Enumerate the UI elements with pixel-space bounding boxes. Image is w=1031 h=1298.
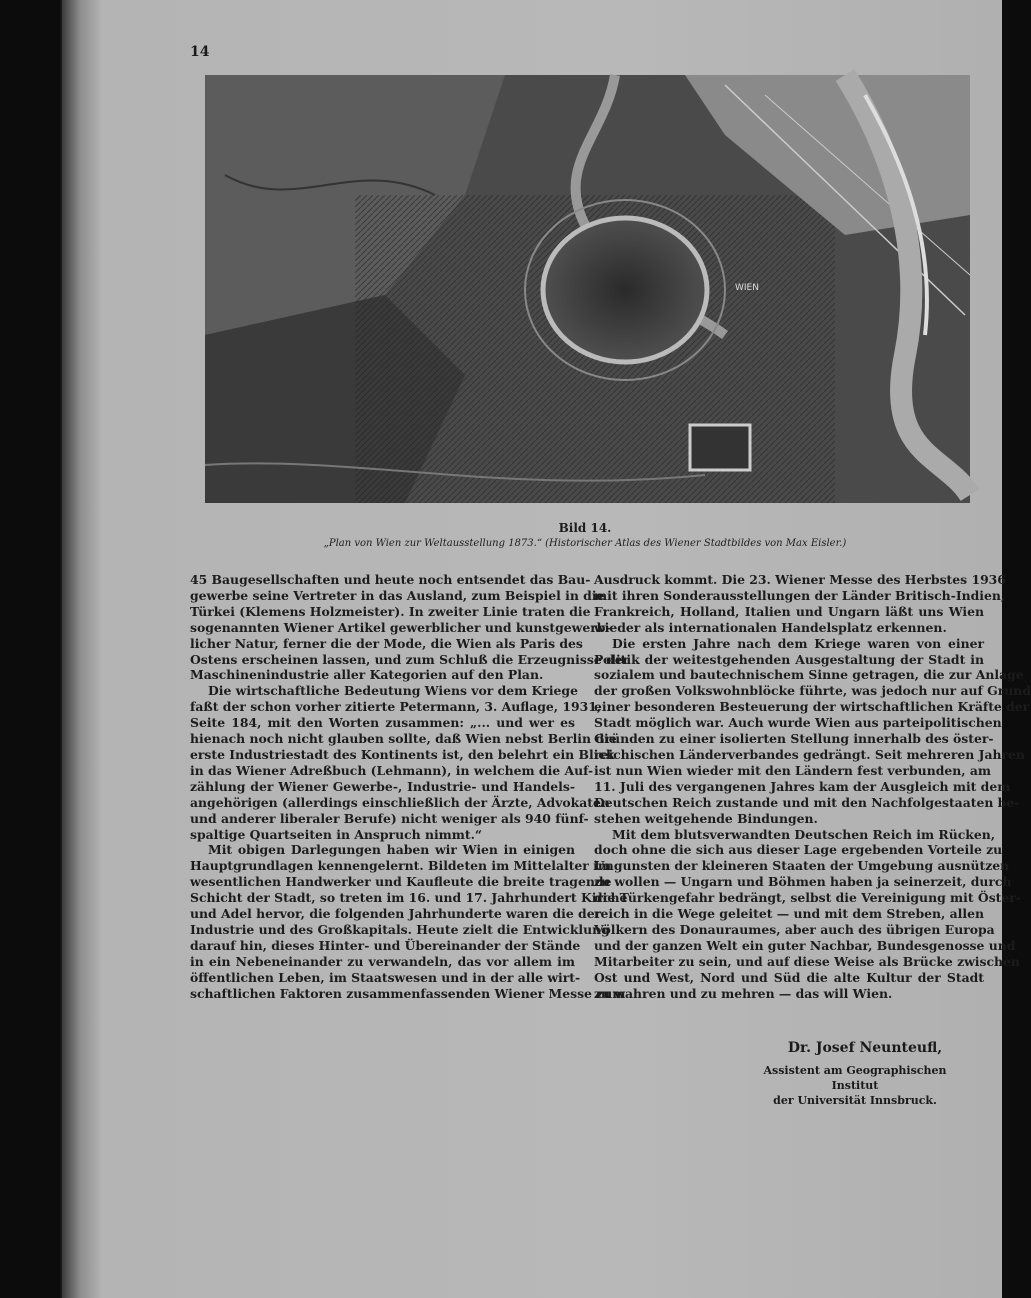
text-line: in ein Nebeneinander zu verwandeln, das vor allem im bbox=[190, 953, 575, 969]
text-line: Frankreich, Holland, Italien und Ungarn läßt uns Wien bbox=[594, 603, 984, 619]
text-line: 45 Baugesellschaften und heute noch entsendet das Bau- bbox=[190, 572, 591, 587]
text-line: Ausdruck kommt. Die 23. Wiener Messe des Herbstes 1936 bbox=[594, 572, 1006, 587]
text-line: reich in die Wege geleitet — und mit dem Streben, allen bbox=[594, 906, 984, 922]
text-line: der großen Volkswohnblöcke führte, was jedoch nur auf Grund bbox=[594, 683, 1031, 699]
text-line: doch ohne die sich aus dieser Lage ergebenden Vorteile zu bbox=[594, 842, 1003, 858]
text-line: Mit dem blutsverwandten Deutschen Reich im Rücken, bbox=[612, 826, 996, 842]
text-column-left bbox=[190, 572, 630, 1001]
text-line: Maschinenindustrie aller Kategorien auf den Plan. bbox=[190, 667, 544, 683]
text-line: Ungunsten der kleineren Staaten der Umgebung ausnützen bbox=[594, 858, 1010, 874]
text-line: zu wahren und zu mehren — das will Wien. bbox=[594, 985, 893, 1001]
author-name: Dr. Josef Neunteufl, bbox=[787, 1040, 943, 1056]
text-line: 11. Juli des vergangenen Jahres kam der Ausgleich mit dem bbox=[594, 778, 1011, 794]
text-line: wieder als internationalen Handelsplatz erkennen. bbox=[594, 619, 947, 635]
text-line: die Türkengefahr bedrängt, selbst die Vereinigung mit Öster- bbox=[594, 890, 1021, 906]
text-line: Gründen zu einer isolierten Stellung innerhalb des öster- bbox=[594, 731, 994, 747]
text-line: Ostens erscheinen lassen, und zum Schluß die Erzeugnisse der bbox=[190, 651, 630, 667]
text-line: sogenannten Wiener Artikel gewerblicher und kunstgewerb- bbox=[190, 619, 611, 635]
text-column-right bbox=[594, 572, 1031, 1001]
text-line: öffentlichen Leben, im Staatswesen und in der alle wirt- bbox=[190, 969, 581, 985]
text-line: Die wirtschaftliche Bedeutung Wiens vor dem Kriege bbox=[208, 683, 578, 699]
text-line: Mit obigen Darlegungen haben wir Wien in einigen bbox=[208, 842, 575, 858]
historical-map-vienna-1873 bbox=[205, 75, 970, 503]
text-line: Ost und West, Nord und Süd die alte Kultur der Stadt bbox=[594, 969, 984, 985]
text-line: Völkern des Donauraumes, aber auch des übrigen Europa bbox=[594, 921, 995, 937]
map-label-wien: WIEN bbox=[735, 283, 759, 293]
text-line: licher Natur, ferner die der Mode, die Wien als Paris des bbox=[190, 635, 583, 651]
text-line: Industrie und des Großkapitals. Heute zielt die Entwicklung bbox=[190, 921, 610, 937]
text-line: Deutschen Reich zustande und mit den Nachfolgestaaten be- bbox=[594, 794, 1020, 810]
text-line: und der ganzen Welt ein guter Nachbar, Bundesgenosse und bbox=[594, 937, 1016, 953]
text-line: Mitarbeiter zu sein, und auf diese Weise als Brücke zwischen bbox=[594, 953, 1020, 969]
author-role-line: der Universität Innsbruck. bbox=[773, 1094, 937, 1107]
text-line: zählung der Wiener Gewerbe-, Industrie- und Handels- bbox=[190, 778, 575, 794]
text-line: hienach noch nicht glauben sollte, daß Wien nebst Berlin die bbox=[190, 731, 617, 747]
text-line: Die ersten Jahre nach dem Kriege waren von einer bbox=[612, 635, 984, 651]
text-line: erste Industriestadt des Kontinents ist, den belehrt ein Blick bbox=[190, 746, 615, 762]
author-role-line: Assistent am Geographischen Institut bbox=[763, 1064, 947, 1092]
text-line: spaltige Quartseiten in Anspruch nimmt.“ bbox=[190, 826, 483, 842]
text-line: zu wollen — Ungarn und Böhmen haben ja seinerzeit, durch bbox=[594, 874, 1012, 890]
text-line: Stadt möglich war. Auch wurde Wien aus parteipolitischen bbox=[594, 715, 1002, 731]
page-number: 14 bbox=[190, 44, 210, 60]
text-line: Schicht der Stadt, so treten im 16. und 17. Jahrhundert Kirche bbox=[190, 890, 628, 906]
text-line: schaftlichen Faktoren zusammenfassenden Wiener Messe zum bbox=[190, 985, 626, 1001]
text-line: wesentlichen Handwerker und Kaufleute die breite tragende bbox=[190, 874, 612, 890]
text-line: mit ihren Sonderausstellungen der Länder Britisch-Indien, bbox=[594, 587, 1006, 603]
text-line: ist nun Wien wieder mit den Ländern fest verbunden, am bbox=[594, 762, 992, 778]
text-line: in das Wiener Adreßbuch (Lehmann), in welchem die Auf- bbox=[190, 762, 594, 778]
text-line: Hauptgrundlagen kennengelernt. Bildeten im Mittelalter im bbox=[190, 858, 611, 874]
figure-title: Bild 14. bbox=[558, 521, 612, 535]
map-illustration bbox=[205, 75, 970, 503]
text-line: Türkei (Klemens Holzmeister). In zweiter Linie traten die bbox=[190, 603, 591, 619]
author-affiliation bbox=[740, 1063, 970, 1108]
figure-caption: „Plan von Wien zur Weltausstellung 1873.“ (Historischer Atlas des Wiener Stadtbildes von Max Eisler.) bbox=[323, 538, 847, 549]
text-line: Politik der weitestgehenden Ausgestaltung der Stadt in bbox=[594, 651, 984, 667]
text-line: sozialem und bautechnischem Sinne getragen, die zur Anlage bbox=[594, 667, 1024, 683]
text-line: einer besonderen Besteuerung der wirtschaftlichen Kräfte der bbox=[594, 699, 1030, 715]
text-line: und anderer liberaler Berufe) nicht weniger als 940 fünf- bbox=[190, 810, 589, 826]
text-line: angehörigen (allerdings einschließlich der Ärzte, Advokaten bbox=[190, 794, 610, 810]
text-line: gewerbe seine Vertreter in das Ausland, zum Beispiel in die bbox=[190, 587, 605, 603]
text-line: stehen weitgehende Bindungen. bbox=[594, 810, 818, 826]
text-line: reichischen Länderverbandes gedrängt. Seit mehreren Jahren bbox=[594, 746, 1025, 762]
text-line: faßt der schon vorher zitierte Petermann, 3. Auflage, 1931, bbox=[190, 699, 602, 715]
text-line: darauf hin, dieses Hinter- und Übereinander der Stände bbox=[190, 937, 581, 953]
text-line: und Adel hervor, die folgenden Jahrhunderte waren die der bbox=[190, 906, 602, 922]
text-line: Seite 184, mit den Worten zusammen: „... und wer es bbox=[190, 715, 575, 731]
